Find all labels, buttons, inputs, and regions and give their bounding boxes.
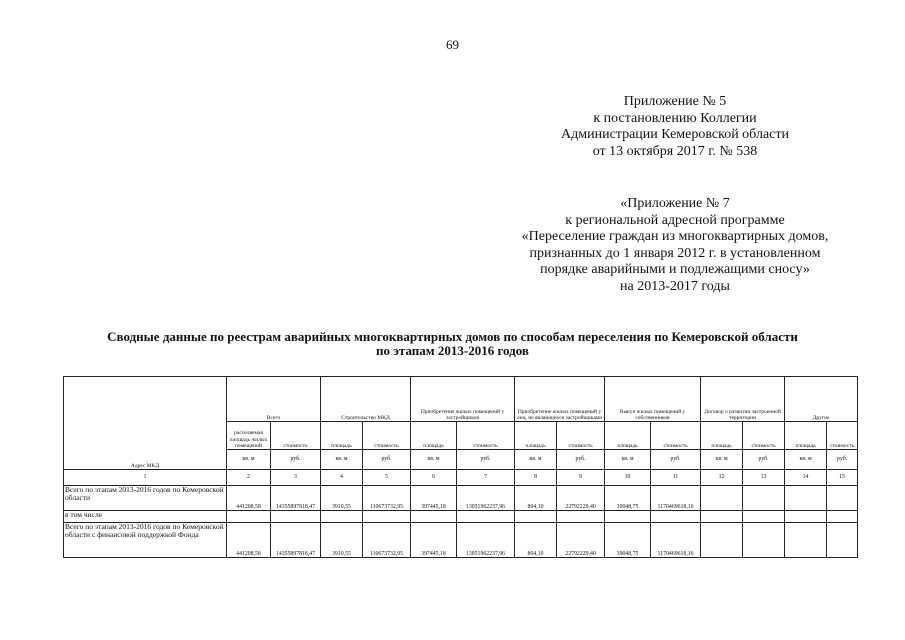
- unit-rub: руб.: [651, 450, 701, 470]
- table-row: [64, 511, 858, 523]
- cell-value: 39048,75: [605, 486, 651, 511]
- column-number: 3: [271, 470, 321, 486]
- column-number: 2: [227, 470, 271, 486]
- subheader-area: площадь: [411, 422, 457, 450]
- unit-rub: руб.: [827, 450, 858, 470]
- cell-value: [827, 511, 858, 523]
- cell-value: [827, 486, 858, 511]
- appendix-7-line5: порядке аварийными и подлежащими сносу»: [540, 262, 810, 277]
- title-line1: Сводные данные по реестрам аварийных многоквартирных домов по способам переселения по Кемеровской области: [107, 329, 798, 344]
- cell-value: [271, 511, 321, 523]
- cell-value: 3910,55: [321, 486, 363, 511]
- unit-sqm: кв. м: [701, 450, 743, 470]
- subheader-area: площадь: [515, 422, 557, 450]
- registry-table: [63, 376, 858, 558]
- unit-sqm: кв. м: [227, 450, 271, 470]
- column-number: 14: [785, 470, 827, 486]
- cell-value: [701, 486, 743, 511]
- appendix-5-line2: к постановлению Коллегии: [593, 110, 757, 126]
- subheader-area: площадь: [785, 422, 827, 450]
- column-number: 8: [515, 470, 557, 486]
- appendix-5-line1: Приложение № 5: [623, 94, 727, 109]
- cell-value: [515, 511, 557, 523]
- unit-rub: руб.: [271, 450, 321, 470]
- group-territory: Договор о развитии застроенной территории: [701, 377, 785, 422]
- group-purchase-non-developers: Приобретение жилых помещений у лиц, не являющихся застройщиками: [515, 377, 605, 422]
- column-number: 6: [411, 470, 457, 486]
- cell-value: [363, 511, 411, 523]
- cell-value: [785, 486, 827, 511]
- unit-sqm: кв. м: [605, 450, 651, 470]
- cell-value: 1170469618,16: [651, 486, 701, 511]
- row-label: в том числе: [64, 511, 227, 523]
- group-buyout: Выкуп жилых помещений у собственников: [605, 377, 701, 422]
- subheader-cost: стоимость: [457, 422, 515, 450]
- appendix-5-block: [540, 94, 810, 160]
- appendix-7-line6: на 2013-2017 годы: [620, 278, 730, 294]
- cell-value: [411, 511, 457, 523]
- cell-value: 13051962237,96: [457, 523, 515, 558]
- column-number: 1: [64, 470, 227, 486]
- cell-value: [701, 511, 743, 523]
- appendix-7-line2: к региональной адресной программе: [565, 212, 785, 228]
- cell-value: [743, 511, 785, 523]
- column-number: 12: [701, 470, 743, 486]
- subheader-cost: стоимость: [651, 422, 701, 450]
- cell-value: 1170469618,16: [651, 523, 701, 558]
- appendix-7-line1: «Приложение № 7: [620, 196, 730, 211]
- subheader-area: площадь: [701, 422, 743, 450]
- column-number: 10: [605, 470, 651, 486]
- cell-value: 804,10: [515, 486, 557, 511]
- page-number: 69: [446, 37, 459, 52]
- document-title: [0, 330, 905, 358]
- appendix-5-line4: от 13 октября 2017 г. № 538: [592, 143, 758, 159]
- subheader-cost: стоимость: [363, 422, 411, 450]
- column-number: 15: [827, 470, 858, 486]
- cell-value: 13051962237,96: [457, 486, 515, 511]
- cell-value: 39048,75: [605, 523, 651, 558]
- subheader-area: площадь: [321, 422, 363, 450]
- cell-value: 804,10: [515, 523, 557, 558]
- column-number: 13: [743, 470, 785, 486]
- appendix-5-line3: Администрации Кемеровской области: [561, 127, 789, 142]
- cell-value: [605, 511, 651, 523]
- column-number: 9: [557, 470, 605, 486]
- cell-value: 110673732,95: [363, 486, 411, 511]
- cell-value: 110673732,95: [363, 523, 411, 558]
- column-number-row: [64, 470, 858, 486]
- unit-rub: руб.: [557, 450, 605, 470]
- cell-value: [785, 511, 827, 523]
- cell-value: 397445,18: [411, 523, 457, 558]
- unit-sqm: кв. м: [411, 450, 457, 470]
- cell-value: 22792229,40: [557, 523, 605, 558]
- unit-sqm: кв. м: [515, 450, 557, 470]
- unit-sqm: кв. м: [785, 450, 827, 470]
- subheader-cost: стоимость: [557, 422, 605, 450]
- row-label: Всего по этапам 2013-2016 годов по Кемеровской области с финансовой поддержкой Фонда: [64, 523, 227, 558]
- table-row: [64, 486, 858, 511]
- subheader-cost: стоимость: [827, 422, 858, 450]
- group-construction: Строительство МКД: [321, 377, 411, 422]
- cell-value: [701, 523, 743, 558]
- appendix-7-block: [497, 196, 853, 295]
- unit-rub: руб.: [457, 450, 515, 470]
- unit-rub: руб.: [363, 450, 411, 470]
- cell-value: 397445,18: [411, 486, 457, 511]
- subheader-resettled-area: расселяемая площадь жилых помещений: [227, 422, 271, 450]
- cell-value: [457, 511, 515, 523]
- appendix-7-line3: «Переселение граждан из многоквартирных домов,: [521, 229, 829, 244]
- cell-value: [785, 523, 827, 558]
- column-number: 11: [651, 470, 701, 486]
- appendix-7-line4: признанных до 1 января 2012 г. в установленном: [529, 245, 821, 261]
- group-total: Всего: [227, 377, 321, 422]
- cell-value: 14355897818,47: [271, 486, 321, 511]
- address-header: Адрес МКД: [64, 377, 227, 470]
- cell-value: 441208,58: [227, 486, 271, 511]
- unit-rub: руб.: [743, 450, 785, 470]
- cell-value: [743, 523, 785, 558]
- column-number: 7: [457, 470, 515, 486]
- cell-value: 22792229,40: [557, 486, 605, 511]
- table-row: [64, 523, 858, 558]
- cell-value: [321, 511, 363, 523]
- cell-value: [651, 511, 701, 523]
- cell-value: 441208,58: [227, 523, 271, 558]
- column-number: 5: [363, 470, 411, 486]
- unit-sqm: кв. м: [321, 450, 363, 470]
- row-label: Всего по этапам 2013-2016 годов по Кемеровской области: [64, 486, 227, 511]
- group-header-row: [64, 377, 858, 422]
- subheader-cost: стоимость: [271, 422, 321, 450]
- subheader-area: площадь: [605, 422, 651, 450]
- cell-value: [827, 523, 858, 558]
- group-other: Другие: [785, 377, 858, 422]
- cell-value: [227, 511, 271, 523]
- subheader-cost: стоимость: [743, 422, 785, 450]
- cell-value: 14355897818,47: [271, 523, 321, 558]
- title-line2: по этапам 2013-2016 годов: [376, 343, 529, 358]
- column-number: 4: [321, 470, 363, 486]
- cell-value: [743, 486, 785, 511]
- cell-value: 3910,55: [321, 523, 363, 558]
- group-purchase-developers: Приобретение жилых помещений у застройщиков: [411, 377, 515, 422]
- cell-value: [557, 511, 605, 523]
